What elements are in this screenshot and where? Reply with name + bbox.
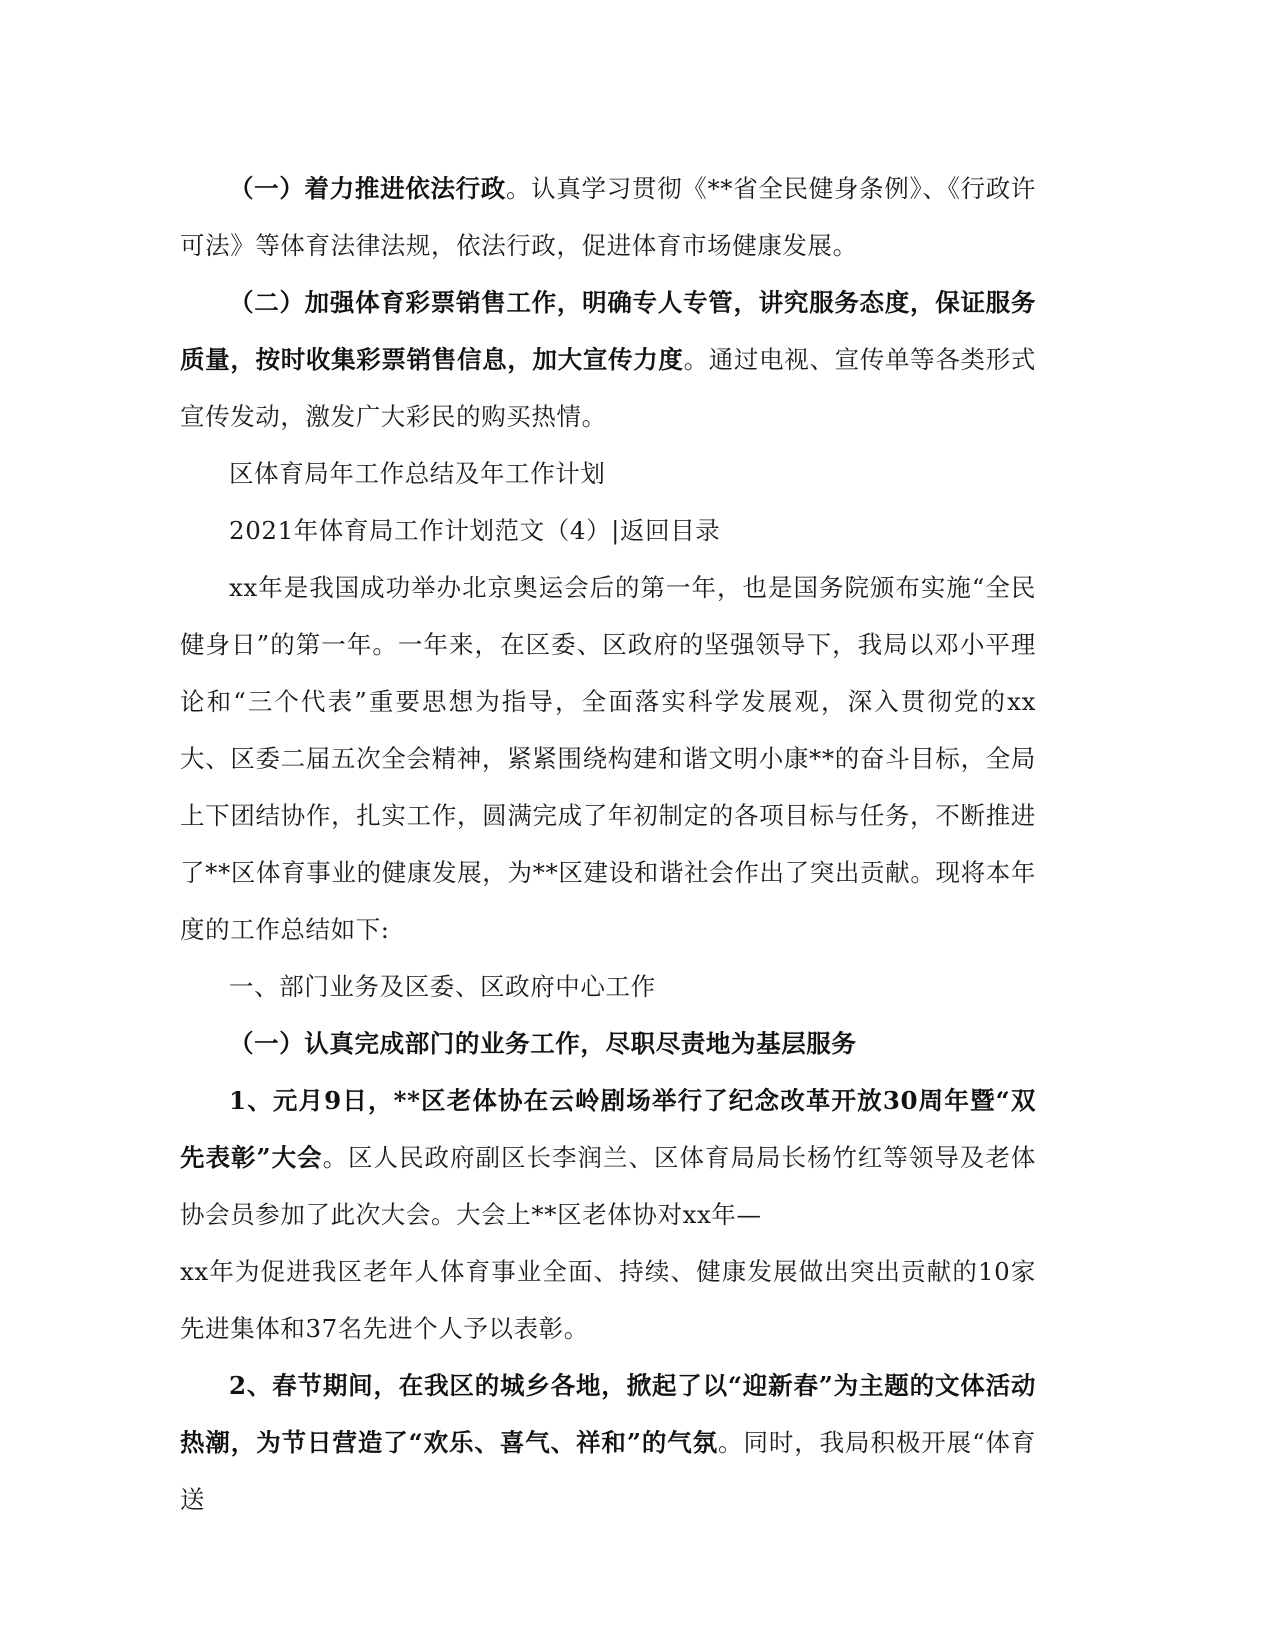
paragraph-8 <box>180 1072 1036 1243</box>
subsection-heading-1: （一）认真完成部门的业务工作，尽职尽责地为基层服务 <box>229 1029 857 1058</box>
item-1-heading: 1、元月9日，**区老体协在云岭剧场举行了纪念改革开放30周年暨“双先表彰”大会 <box>180 1086 1036 1172</box>
paragraph-8-text: 。区人民政府副区长李润兰、区体育局局长杨竹红等领导及老体协会员参加了此次大会。大会上**区老体协对xx年— <box>180 1143 1036 1229</box>
section-heading-1: 一、部门业务及区委、区政府中心工作 <box>229 972 656 1001</box>
paragraph-1 <box>180 160 1036 274</box>
paragraph-10-text: 。同时，我局积极开展“体育送 <box>180 1428 1036 1514</box>
paragraph-3: 区体育局年工作总结及年工作计划 <box>229 459 606 488</box>
paragraph-2 <box>180 274 1036 445</box>
paragraph-5: xx年是我国成功举办北京奥运会后的第一年，也是国务院颁布实施“全民健身日”的第一年。一年来，在区委、区政府的坚强领导下，我局以邓小平理论和“三个代表”重要思想为指导，全面落实科学发展观，深入贯彻党的xx大、区委二届五次全会精神，紧紧围绕构建和谐文明小康**的奋斗目标，全局上下团结协作，扎实工作，圆满完成了年初制定的各项目标与任务，不断推进了**区体育事业的健康发展，为**区建设和谐社会作出了突出贡献。现将本年度的工作总结如下: <box>180 573 1036 944</box>
paragraph-1-text: 。认真学习贯彻《**省全民健身条例》、《行政许可法》等体育法律法规，依法行政，促进体育市场健康发展。 <box>180 174 1036 260</box>
paragraph-9: xx年为促进我区老年人体育事业全面、持续、健康发展做出突出贡献的10家先进集体和37名先进个人予以表彰。 <box>180 1257 1036 1343</box>
paragraph-2-text: 。通过电视、宣传单等各类形式宣传发动，激发广大彩民的购买热情。 <box>180 345 1036 431</box>
document-body <box>180 160 1036 1528</box>
item-2-heading: 2、春节期间，在我区的城乡各地，掀起了以“迎新春”为主题的文体活动热潮，为节日营造了“欢乐、喜气、祥和”的气氛 <box>180 1371 1036 1457</box>
heading-administration: （一）着力推进依法行政 <box>229 174 506 203</box>
paragraph-4-return-link[interactable]: 2021年体育局工作计划范文（4）|返回目录 <box>229 516 721 545</box>
heading-lottery: （二）加强体育彩票销售工作，明确专人专管，讲究服务态度，保证服务质量，按时收集彩票销售信息，加大宣传力度 <box>180 288 1036 374</box>
paragraph-10 <box>180 1357 1036 1528</box>
